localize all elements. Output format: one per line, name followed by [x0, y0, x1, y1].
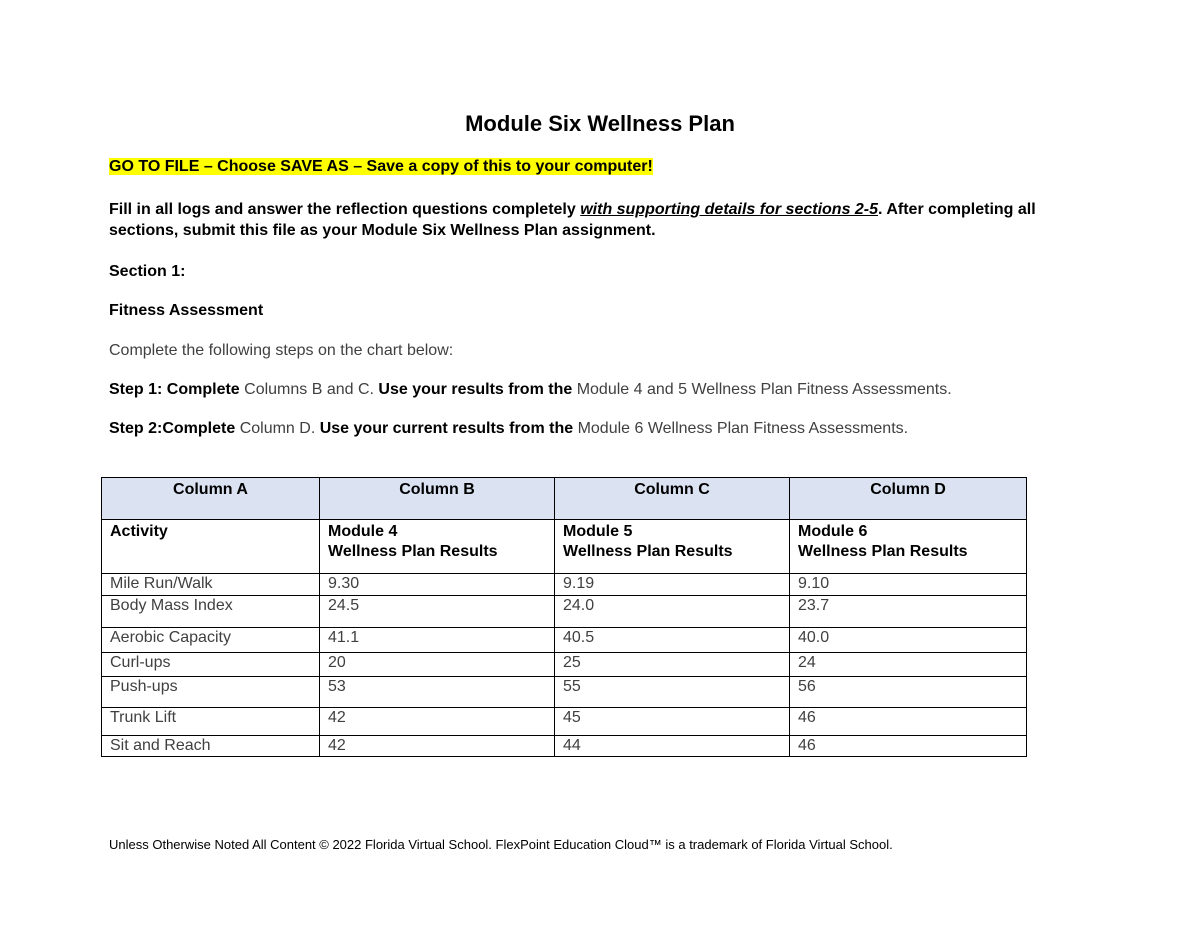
module-4-cell: 53	[320, 677, 555, 708]
subheader-module-4-caption: Wellness Plan Results	[328, 543, 498, 560]
instructions-paragraph	[109, 199, 1089, 241]
instructions-text: Fill in all logs and answer the reflection questions completely	[109, 201, 581, 218]
page-title: Module Six Wellness Plan	[465, 111, 735, 136]
activity-cell: Body Mass Index	[102, 596, 320, 628]
table-subheader-row	[102, 520, 1027, 574]
header-column-a: Column A	[102, 478, 320, 520]
activity-cell: Curl-ups	[102, 653, 320, 677]
fitness-assessment-table	[101, 477, 1027, 757]
module-5-cell: 45	[555, 708, 790, 736]
save-notice-highlight: GO TO FILE – Choose SAVE AS – Save a copy of this to your computer!	[109, 158, 653, 175]
table-row	[102, 653, 1027, 677]
module-4-cell: 20	[320, 653, 555, 677]
table-row	[102, 677, 1027, 708]
header-column-b: Column B	[320, 478, 555, 520]
subheader-activity: Activity	[102, 520, 320, 574]
copyright-footer: Unless Otherwise Noted All Content © 2022 Florida Virtual School. FlexPoint Education Cloud™ is a trademark of Florida Virtual School.	[109, 837, 893, 852]
module-6-cell: 56	[790, 677, 1027, 708]
step-2-label: Step 2:Complete	[109, 420, 236, 437]
table-row	[102, 596, 1027, 628]
step-1-text: Columns B and C.	[239, 381, 379, 398]
section-heading: Section 1:	[109, 263, 186, 280]
module-4-cell: 41.1	[320, 628, 555, 653]
module-5-cell: 9.19	[555, 574, 790, 596]
module-5-cell: 25	[555, 653, 790, 677]
table-row	[102, 736, 1027, 757]
module-5-cell: 44	[555, 736, 790, 757]
subheader-module-5-caption: Wellness Plan Results	[563, 543, 733, 560]
table-row	[102, 628, 1027, 653]
module-5-cell: 55	[555, 677, 790, 708]
module-4-cell: 24.5	[320, 596, 555, 628]
subsection-heading: Fitness Assessment	[109, 302, 264, 319]
activity-cell: Trunk Lift	[102, 708, 320, 736]
step-1-bold: Use your results from the	[378, 381, 573, 398]
intro-text: Complete the following steps on the chart below:	[109, 342, 454, 359]
step-2-text-end: Module 6 Wellness Plan Fitness Assessments.	[573, 420, 909, 437]
module-6-cell: 40.0	[790, 628, 1027, 653]
table-row	[102, 708, 1027, 736]
instructions-text-end: . After completing all sections, submit this file as your Module Six Wellness Plan assignment.	[109, 201, 1036, 239]
step-1	[109, 380, 952, 400]
module-4-cell: 9.30	[320, 574, 555, 596]
table-header-row	[102, 478, 1027, 520]
subheader-module-4	[320, 520, 555, 574]
module-5-cell: 24.0	[555, 596, 790, 628]
step-1-text-end: Module 4 and 5 Wellness Plan Fitness Assessments.	[572, 381, 952, 398]
activity-cell: Sit and Reach	[102, 736, 320, 757]
subheader-module-4-title: Module 4	[328, 523, 398, 540]
instructions-emphasis: with supporting details for sections 2-5	[580, 201, 879, 218]
subheader-module-6-title: Module 6	[798, 523, 868, 540]
step-2-bold: Use your current results from the	[319, 420, 574, 437]
module-6-cell: 24	[790, 653, 1027, 677]
subheader-module-6-caption: Wellness Plan Results	[798, 543, 968, 560]
table-row	[102, 574, 1027, 596]
module-6-cell: 23.7	[790, 596, 1027, 628]
step-2	[109, 419, 908, 439]
subheader-module-5	[555, 520, 790, 574]
subheader-module-6	[790, 520, 1027, 574]
module-6-cell: 9.10	[790, 574, 1027, 596]
module-6-cell: 46	[790, 736, 1027, 757]
activity-cell: Push-ups	[102, 677, 320, 708]
step-2-text: Column D.	[235, 420, 320, 437]
save-notice	[109, 157, 653, 177]
module-6-cell: 46	[790, 708, 1027, 736]
module-4-cell: 42	[320, 708, 555, 736]
subheader-module-5-title: Module 5	[563, 523, 633, 540]
header-column-d: Column D	[790, 478, 1027, 520]
activity-cell: Aerobic Capacity	[102, 628, 320, 653]
module-4-cell: 42	[320, 736, 555, 757]
module-5-cell: 40.5	[555, 628, 790, 653]
step-1-label: Step 1: Complete	[109, 381, 240, 398]
header-column-c: Column C	[555, 478, 790, 520]
activity-cell: Mile Run/Walk	[102, 574, 320, 596]
